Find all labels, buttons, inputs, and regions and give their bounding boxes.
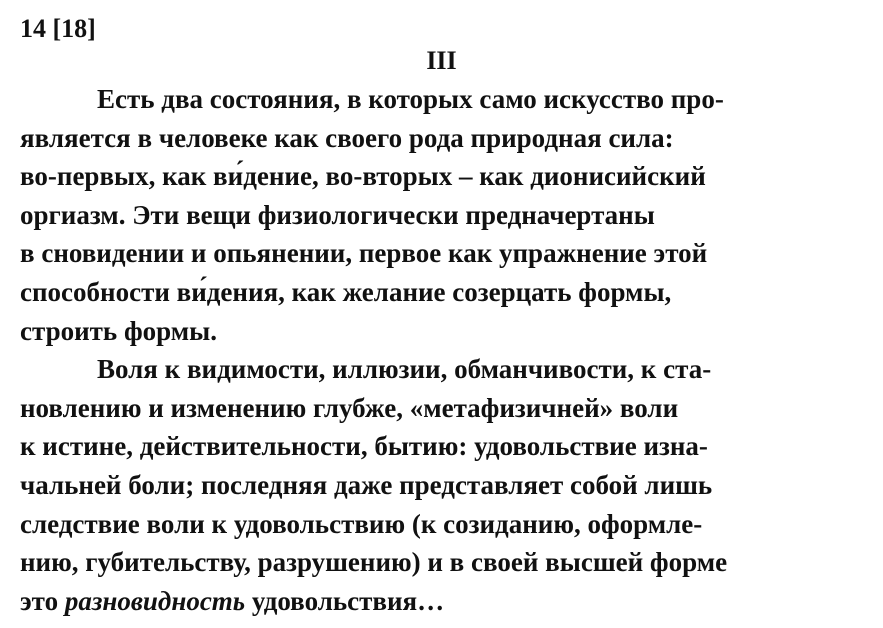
- text-line: является в человеке как своего рода природная сила:: [20, 122, 674, 153]
- text-line: новлению и изменению глубже, «метафизичней» воли: [20, 392, 679, 423]
- text-line: Есть два состояния, в которых само искусство про-: [97, 84, 724, 114]
- text-line: к истине, действительности, бытию: удовольствие изна-: [20, 431, 708, 462]
- section-heading: III: [426, 46, 457, 75]
- text-line: способности ви́дения, как желание созерцать формы,: [20, 276, 672, 307]
- body-text: [20, 80, 880, 620]
- text-line: строить формы.: [20, 315, 217, 346]
- text-line: во-первых, как ви́дение, во-вторых – как дионисийский: [20, 161, 706, 192]
- text-line: следствие воли к удовольствию (к созиданию, оформле-: [20, 508, 703, 539]
- paragraph-1: [20, 80, 880, 350]
- text-line: нию, губительству, разрушению) и в своей высшей форме: [20, 547, 728, 578]
- text-line: чальней боли; последняя даже представляет собой лишь: [20, 469, 713, 500]
- paragraph-2: [20, 350, 880, 620]
- text-line: Воля к видимости, иллюзии, обманчивости, к ста-: [97, 354, 712, 385]
- text-line: оргиазм. Эти вещи физиологически предначертаны: [20, 199, 655, 230]
- text-segment: это: [20, 585, 65, 616]
- text-line-last: [20, 582, 880, 621]
- page-number: 14 [18]: [20, 14, 96, 43]
- italic-word: разновидность: [64, 585, 246, 616]
- text-segment: удовольствия…: [245, 585, 445, 616]
- text-line: в сновидении и опьянении, первое как упражнение этой: [20, 238, 708, 269]
